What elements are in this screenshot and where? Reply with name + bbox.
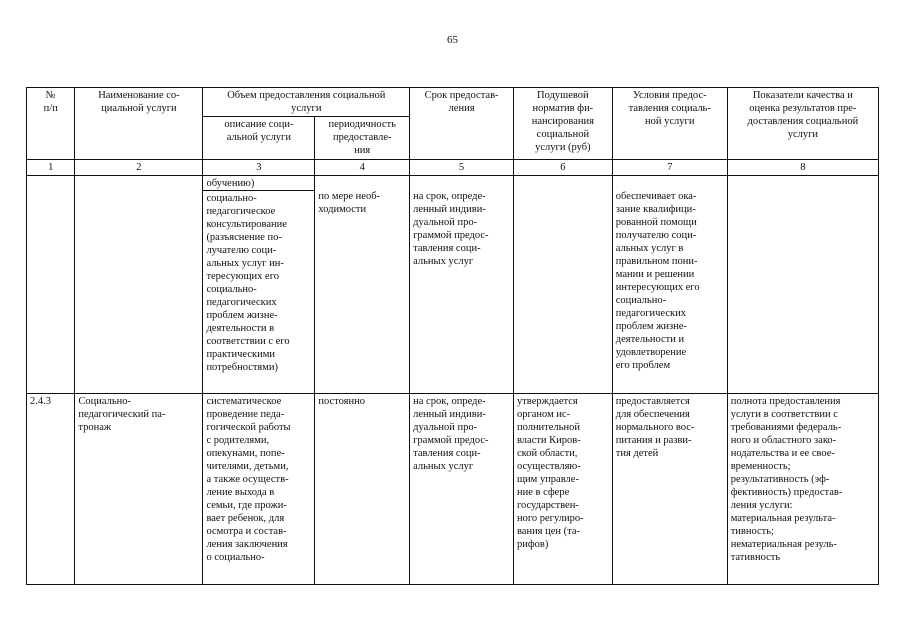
row-num (27, 176, 75, 394)
row-norm: утверждается органом ис- полнительной власти Киров- ской области, осуществляю- щим управле- ние в сфере государствен- ного регулиро- вания цен (та- рифов) (513, 394, 612, 585)
row-quality (727, 176, 878, 394)
page-number: 65 (447, 34, 458, 46)
social-services-table (26, 87, 879, 585)
column-number: 8 (727, 160, 878, 176)
header-col-name: Наименование со- циальной услуги (75, 88, 203, 160)
header-col-description: описание соци- альной услуги (203, 117, 315, 160)
row-description-continuation: обучению) (203, 176, 315, 191)
row-term: на срок, опреде- ленный индиви- дуальной про- граммой предос- тавления соци- альных услуг (410, 394, 514, 585)
row-description: социально- педагогическое консультирование (разъяснение по- лучателю соци- альных услуг ин- тересующих его социально- педагогических проблем жизне- деятельности в соответствии с его практическими потребностями) (203, 191, 315, 394)
row-conditions: предоставляется для обеспечения нормального вос- питания и разви- тия детей (612, 394, 727, 585)
row-description: систематическое проведение педа- гогической работы с родителями, опекунами, попе- чителями, детьми, а также осуществ- ление выхода в семьи, где прожи- вает ребенок, для осмотра и состав- ления заключения о социально- (203, 394, 315, 585)
column-number: 5 (410, 160, 514, 176)
row-conditions: обеспечивает ока- зание квалифици- рованной помощи получателю соци- альных услуг в правильном пони- мании и решении интересующих его социально- педагогических проблем жизне- деятельности и удовлетворение его проблем (612, 176, 727, 394)
row-term: на срок, опреде- ленный индиви- дуальной про- граммой предос- тавления соци- альных услуг (410, 176, 514, 394)
column-number: 3 (203, 160, 315, 176)
header-col-num: № п/п (27, 88, 75, 160)
header-col-volume: Объем предоставления социальной услуги (203, 88, 410, 117)
column-number: 4 (315, 160, 410, 176)
column-number: 6 (513, 160, 612, 176)
header-col-quality: Показатели качества и оценка результатов пре- доставления социальной услуги (727, 88, 878, 160)
header-col-norm: Подушевой норматив фи- нансирования социальной услуги (руб) (513, 88, 612, 160)
row-periodicity: постоянно (315, 394, 410, 585)
header-col-term: Срок предостав- ления (410, 88, 514, 160)
column-number: 7 (612, 160, 727, 176)
row-name (75, 176, 203, 394)
column-numbers-row (27, 160, 879, 176)
row-norm (513, 176, 612, 394)
header-col-periodicity: периодичность предоставле- ния (315, 117, 410, 160)
table-row (27, 394, 879, 585)
row-periodicity: по мере необ- ходимости (315, 176, 410, 394)
column-number: 2 (75, 160, 203, 176)
column-number: 1 (27, 160, 75, 176)
header-row (27, 88, 879, 117)
header-col-conditions: Условия предос- тавления социаль- ной услуги (612, 88, 727, 160)
row-name: Социально- педагогический па- тронаж (75, 394, 203, 585)
row-num: 2.4.3 (27, 394, 75, 585)
row-quality: полнота предоставления услуги в соответствии с требованиями федераль- ного и областного зако- нодательства и ее свое- временность; результативность (эф- фективность) предостав- ления услуги: материальная результа- тивность; нематериальная резуль- тативность (727, 394, 878, 585)
table-row (27, 176, 879, 191)
